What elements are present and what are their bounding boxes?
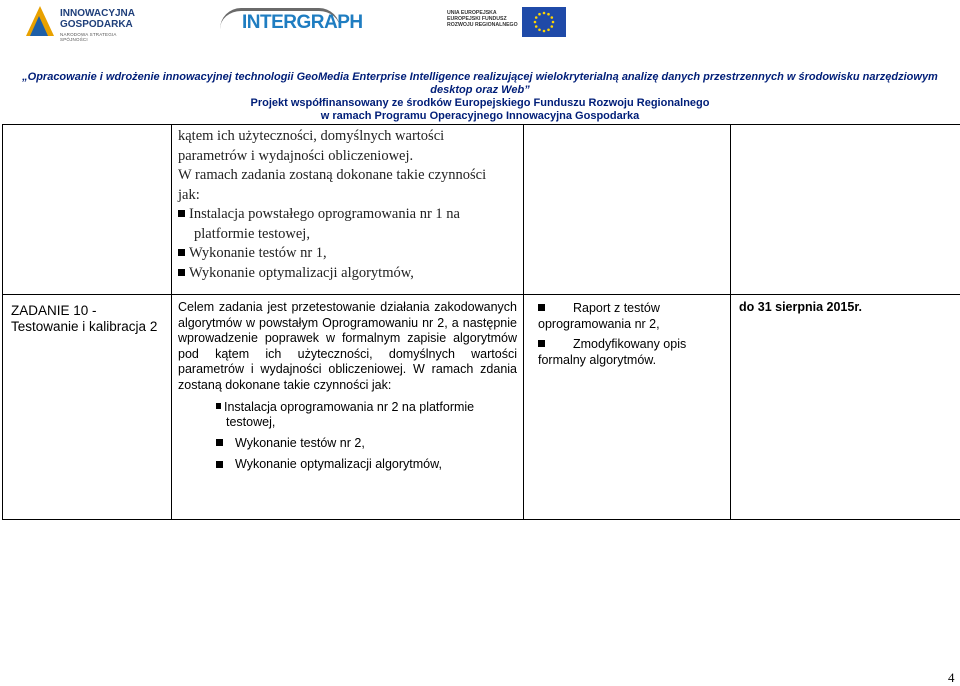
triangle-mark-inner-icon (30, 16, 48, 36)
eu-flag-icon (522, 7, 566, 37)
list-item (538, 301, 724, 317)
deadline-cell (731, 295, 960, 520)
bullet-icon (178, 269, 185, 276)
task-bullets (178, 400, 517, 473)
task-id: ZADANIE 10 - (11, 303, 171, 319)
logo-sub: NARODOWA STRATEGIA SPÓJNOŚCI (60, 32, 136, 42)
schedule-table (2, 124, 960, 520)
result-text-cont: oprogramowania nr 2, (538, 317, 724, 333)
description-cell (172, 125, 524, 295)
eu-logo (447, 6, 567, 38)
list-item (178, 244, 517, 264)
intergraph-logo (220, 6, 360, 36)
bullet-text: Instalacja oprogramowania nr 2 na platformie testowej, (224, 400, 474, 430)
list-item (538, 337, 724, 353)
bullet-text: Wykonanie optymalizacji algorytmów, (235, 457, 442, 471)
bullet-icon (538, 304, 545, 311)
task-name: Testowanie i kalibracja 2 (11, 319, 171, 335)
eu-line-2: EUROPEJSKI FUNDUSZ (447, 16, 518, 22)
cofinancing-line: Projekt współfinansowany ze środków Europejskiego Funduszu Rozwoju Regionalnego (0, 97, 960, 110)
text-line: W ramach zadania zostaną dokonane takie czynności (178, 166, 517, 186)
list-item (178, 264, 517, 284)
logo-text (60, 8, 135, 30)
result-text-cont: formalny algorytmów. (538, 353, 724, 369)
bullet-text: Wykonanie optymalizacji algorytmów, (189, 265, 414, 281)
list-item (216, 457, 517, 473)
bullet-icon (538, 340, 545, 347)
eu-line-1: UNIA EUROPEJSKA (447, 10, 518, 16)
bullet-icon (216, 439, 223, 446)
list-item (216, 436, 517, 452)
bullet-icon (178, 210, 185, 217)
task-cell (3, 295, 172, 520)
intergraph-word: INTERGRAPH (242, 12, 363, 34)
text-line: kątem ich użyteczności, domyślnych wartości (178, 127, 517, 147)
result-text: Zmodyfikowany opis (573, 337, 686, 351)
task-description: Celem zadania jest przetestowanie działania zakodowanych algorytmów w powstałym Oprogramowaniu nr 2, a następnie wprowadzenie poprawek w formalnym zapisie algorytmów pod kątem ich użyteczności, domyślnych wartości parametrów i wydajności obliczeniowej. W ramach zdania zostaną dokonane takie czynności jak: (178, 300, 517, 394)
eu-line-3: ROZWOJU REGIONALNEGO (447, 22, 518, 28)
logo-line-2: GOSPODARKA (60, 19, 135, 30)
eu-text (447, 10, 518, 29)
bullet-text: Wykonanie testów nr 1, (189, 245, 327, 261)
programme-line: w ramach Programu Operacyjnego Innowacyjna Gospodarka (0, 110, 960, 123)
innowacyjna-gospodarka-logo (26, 6, 136, 40)
logo-line-1: INNOWACYJNA (60, 8, 135, 19)
result-text: Raport z testów (573, 301, 660, 315)
page-number: 4 (948, 670, 955, 686)
bullet-text: Instalacja powstałego oprogramowania nr 1 na (189, 206, 460, 222)
deadline-text: do 31 sierpnia 2015r. (739, 300, 960, 314)
results-cell (524, 125, 731, 295)
text-line: parametrów i wydajności obliczeniowej. (178, 147, 517, 167)
list-item (216, 400, 517, 431)
description-cell (172, 295, 524, 520)
results-cell (524, 295, 731, 520)
bullet-icon (216, 461, 223, 468)
bullet-icon (178, 249, 185, 256)
project-title: „Opracowanie i wdrożenie innowacyjnej technologii GeoMedia Enterprise Intelligence realizującej wielokryterialną analizę danych przestrzennych w środowisku narzędziowym desktop oraz Web” (0, 71, 960, 97)
bullet-icon (216, 403, 221, 409)
table-row (3, 125, 960, 295)
task-cell (3, 125, 172, 295)
bullet-text-cont: platformie testowej, (178, 225, 517, 245)
table-row (3, 295, 960, 520)
list-item (178, 205, 517, 225)
text-line: jak: (178, 186, 517, 206)
project-header (0, 71, 960, 123)
logo-bar (0, 0, 960, 62)
bullet-text: Wykonanie testów nr 2, (235, 436, 365, 450)
deadline-cell (731, 125, 960, 295)
